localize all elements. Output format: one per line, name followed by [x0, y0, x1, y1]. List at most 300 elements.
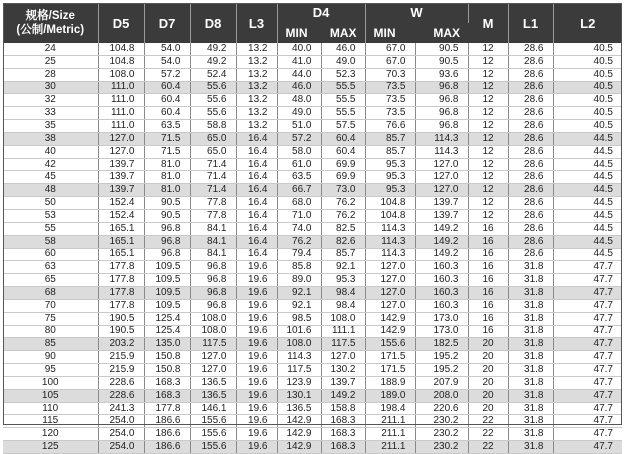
cell-w-max: 160.3 — [415, 299, 468, 312]
cell-w-min: 95.3 — [365, 158, 415, 171]
cell-l3: 13.2 — [236, 68, 277, 81]
cell-d7: 96.8 — [144, 248, 190, 261]
cell-d4-max: 76.2 — [321, 197, 365, 210]
cell-d4-min: 85.8 — [277, 261, 321, 274]
cell-m: 20 — [468, 376, 508, 389]
cell-l1: 28.6 — [508, 145, 553, 158]
cell-m: 12 — [468, 132, 508, 145]
header-d4: D4 — [277, 3, 365, 23]
cell-size: 70 — [3, 299, 98, 312]
header-m: M — [468, 3, 508, 43]
header-d8: D8 — [190, 3, 236, 43]
header-d4-max: MAX — [321, 23, 365, 43]
cell-d5: 111.0 — [98, 81, 144, 94]
cell-d8: 84.1 — [190, 248, 236, 261]
cell-size: 45 — [3, 171, 98, 184]
cell-w-max: 149.2 — [415, 235, 468, 248]
header-w-min: MIN — [365, 23, 415, 43]
cell-l1: 31.8 — [508, 389, 553, 402]
cell-size: 90 — [3, 351, 98, 364]
cell-d4-min: 142.9 — [277, 441, 321, 454]
table-row — [3, 184, 622, 197]
cell-d8: 55.6 — [190, 81, 236, 94]
cell-l1: 31.8 — [508, 428, 553, 441]
cell-d8: 146.1 — [190, 402, 236, 415]
cell-d5: 165.1 — [98, 248, 144, 261]
cell-size: 125 — [3, 441, 98, 454]
cell-size: 85 — [3, 338, 98, 351]
cell-d8: 117.5 — [190, 338, 236, 351]
cell-l2: 40.5 — [553, 107, 622, 120]
cell-w-max: 90.5 — [415, 43, 468, 55]
cell-w-min: 127.0 — [365, 299, 415, 312]
cell-d5: 215.9 — [98, 364, 144, 377]
cell-l2: 47.7 — [553, 261, 622, 274]
cell-d4-min: 51.0 — [277, 120, 321, 133]
cell-d7: 135.0 — [144, 338, 190, 351]
cell-l2: 40.5 — [553, 94, 622, 107]
cell-m: 12 — [468, 184, 508, 197]
cell-w-max: 207.9 — [415, 376, 468, 389]
cell-d4-min: 101.6 — [277, 325, 321, 338]
cell-d7: 60.4 — [144, 81, 190, 94]
cell-d4-min: 98.5 — [277, 312, 321, 325]
cell-w-max: 96.8 — [415, 94, 468, 107]
cell-w-min: 188.9 — [365, 376, 415, 389]
cell-w-min: 171.5 — [365, 351, 415, 364]
cell-l2: 44.5 — [553, 145, 622, 158]
cell-m: 20 — [468, 351, 508, 364]
cell-d4-max: 57.5 — [321, 120, 365, 133]
cell-d4-min: 49.0 — [277, 107, 321, 120]
cell-d4-min: 136.5 — [277, 402, 321, 415]
cell-d4-max: 46.0 — [321, 43, 365, 55]
cell-size: 38 — [3, 132, 98, 145]
cell-l1: 28.6 — [508, 209, 553, 222]
cell-l2: 47.7 — [553, 364, 622, 377]
table-row — [3, 145, 622, 158]
cell-d7: 96.8 — [144, 222, 190, 235]
cell-l2: 40.5 — [553, 55, 622, 68]
cell-d5: 139.7 — [98, 158, 144, 171]
cell-size: 25 — [3, 55, 98, 68]
table-row — [3, 55, 622, 68]
cell-l2: 44.5 — [553, 222, 622, 235]
cell-l3: 16.4 — [236, 145, 277, 158]
table-row — [3, 171, 622, 184]
cell-d4-max: 130.2 — [321, 364, 365, 377]
cell-d8: 49.2 — [190, 43, 236, 55]
cell-size: 50 — [3, 197, 98, 210]
cell-l3: 16.4 — [236, 197, 277, 210]
cell-w-min: 211.1 — [365, 415, 415, 428]
header-l3: L3 — [236, 3, 277, 43]
cell-d8: 127.0 — [190, 351, 236, 364]
cell-d4-min: 117.5 — [277, 364, 321, 377]
cell-d8: 127.0 — [190, 364, 236, 377]
cell-d4-min: 40.0 — [277, 43, 321, 55]
table-row — [3, 68, 622, 81]
cell-m: 20 — [468, 389, 508, 402]
table-row — [3, 364, 622, 377]
cell-size: 30 — [3, 81, 98, 94]
cell-m: 16 — [468, 235, 508, 248]
table-row — [3, 222, 622, 235]
cell-w-max: 230.2 — [415, 415, 468, 428]
cell-m: 20 — [468, 402, 508, 415]
cell-size: 32 — [3, 94, 98, 107]
cell-w-max: 230.2 — [415, 428, 468, 441]
cell-l3: 13.2 — [236, 120, 277, 133]
cell-w-max: 93.6 — [415, 68, 468, 81]
cell-d5: 228.6 — [98, 389, 144, 402]
cell-w-min: 85.7 — [365, 132, 415, 145]
cell-size: 95 — [3, 364, 98, 377]
cell-m: 12 — [468, 145, 508, 158]
cell-d4-max: 98.4 — [321, 287, 365, 300]
cell-w-max: 114.3 — [415, 145, 468, 158]
cell-d4-max: 82.5 — [321, 222, 365, 235]
cell-w-min: 67.0 — [365, 55, 415, 68]
cell-d4-max: 69.9 — [321, 158, 365, 171]
cell-d4-max: 95.3 — [321, 274, 365, 287]
cell-d7: 109.5 — [144, 261, 190, 274]
cell-l1: 28.6 — [508, 55, 553, 68]
cell-d5: 190.5 — [98, 312, 144, 325]
cell-d5: 104.8 — [98, 43, 144, 55]
cell-l2: 47.7 — [553, 402, 622, 415]
cell-size: 24 — [3, 43, 98, 55]
cell-m: 20 — [468, 338, 508, 351]
cell-d5: 111.0 — [98, 120, 144, 133]
cell-l3: 16.4 — [236, 235, 277, 248]
cell-d8: 155.6 — [190, 428, 236, 441]
cell-w-min: 155.6 — [365, 338, 415, 351]
cell-m: 12 — [468, 81, 508, 94]
cell-d5: 241.3 — [98, 402, 144, 415]
cell-d7: 96.8 — [144, 235, 190, 248]
cell-d7: 54.0 — [144, 43, 190, 55]
table-row — [3, 338, 622, 351]
cell-l2: 44.5 — [553, 158, 622, 171]
cell-d4-min: 89.0 — [277, 274, 321, 287]
cell-d5: 139.7 — [98, 171, 144, 184]
cell-d5: 165.1 — [98, 235, 144, 248]
cell-w-max: 114.3 — [415, 132, 468, 145]
table-row — [3, 261, 622, 274]
cell-w-max: 127.0 — [415, 184, 468, 197]
cell-l3: 19.6 — [236, 312, 277, 325]
cell-d4-min: 92.1 — [277, 287, 321, 300]
cell-d7: 150.8 — [144, 351, 190, 364]
cell-l2: 47.7 — [553, 325, 622, 338]
cell-l3: 19.6 — [236, 325, 277, 338]
cell-d5: 139.7 — [98, 184, 144, 197]
cell-d7: 57.2 — [144, 68, 190, 81]
cell-d5: 108.0 — [98, 68, 144, 81]
cell-d4-min: 142.9 — [277, 415, 321, 428]
cell-l3: 16.4 — [236, 132, 277, 145]
cell-d4-max: 98.4 — [321, 299, 365, 312]
cell-w-min: 171.5 — [365, 364, 415, 377]
table-row — [3, 248, 622, 261]
cell-d4-max: 60.4 — [321, 132, 365, 145]
table-row — [3, 428, 622, 441]
cell-d4-min: 123.9 — [277, 376, 321, 389]
cell-l3: 13.2 — [236, 43, 277, 55]
cell-d5: 177.8 — [98, 299, 144, 312]
cell-d8: 155.6 — [190, 441, 236, 454]
cell-m: 16 — [468, 274, 508, 287]
cell-w-max: 139.7 — [415, 197, 468, 210]
cell-l1: 28.6 — [508, 94, 553, 107]
cell-d4-max: 168.3 — [321, 428, 365, 441]
cell-d7: 71.5 — [144, 132, 190, 145]
cell-d7: 81.0 — [144, 184, 190, 197]
cell-l1: 31.8 — [508, 376, 553, 389]
cell-d5: 215.9 — [98, 351, 144, 364]
cell-d8: 108.0 — [190, 325, 236, 338]
cell-d7: 81.0 — [144, 171, 190, 184]
cell-w-min: 114.3 — [365, 248, 415, 261]
cell-l1: 31.8 — [508, 351, 553, 364]
cell-d5: 254.0 — [98, 415, 144, 428]
cell-l3: 16.4 — [236, 171, 277, 184]
cell-l1: 28.6 — [508, 197, 553, 210]
cell-d7: 63.5 — [144, 120, 190, 133]
cell-l3: 13.2 — [236, 55, 277, 68]
cell-w-max: 96.8 — [415, 81, 468, 94]
cell-l3: 19.6 — [236, 261, 277, 274]
cell-w-max: 90.5 — [415, 55, 468, 68]
cell-d4-min: 61.0 — [277, 158, 321, 171]
cell-d8: 52.4 — [190, 68, 236, 81]
cell-size: 115 — [3, 415, 98, 428]
cell-l3: 16.4 — [236, 184, 277, 197]
cell-l2: 40.5 — [553, 120, 622, 133]
cell-d5: 104.8 — [98, 55, 144, 68]
cell-l2: 47.7 — [553, 287, 622, 300]
table-row — [3, 351, 622, 364]
cell-d4-min: 130.1 — [277, 389, 321, 402]
cell-l2: 47.7 — [553, 299, 622, 312]
cell-d5: 254.0 — [98, 441, 144, 454]
cell-d7: 125.4 — [144, 325, 190, 338]
cell-m: 16 — [468, 222, 508, 235]
cell-l1: 28.6 — [508, 222, 553, 235]
cell-l2: 47.7 — [553, 376, 622, 389]
cell-w-min: 73.5 — [365, 107, 415, 120]
cell-w-min: 142.9 — [365, 325, 415, 338]
header-d7: D7 — [144, 3, 190, 43]
cell-w-max: 230.2 — [415, 441, 468, 454]
cell-m: 12 — [468, 171, 508, 184]
cell-w-min: 211.1 — [365, 441, 415, 454]
cell-d4-min: 71.0 — [277, 209, 321, 222]
cell-d7: 150.8 — [144, 364, 190, 377]
cell-l1: 31.8 — [508, 312, 553, 325]
cell-l2: 47.7 — [553, 428, 622, 441]
cell-l3: 19.6 — [236, 402, 277, 415]
cell-d8: 77.8 — [190, 197, 236, 210]
cell-d8: 65.0 — [190, 132, 236, 145]
cell-d8: 96.8 — [190, 287, 236, 300]
header-w: W — [365, 3, 468, 23]
cell-d4-min: 48.0 — [277, 94, 321, 107]
cell-l3: 13.2 — [236, 107, 277, 120]
cell-d7: 125.4 — [144, 312, 190, 325]
cell-d8: 96.8 — [190, 299, 236, 312]
cell-l3: 16.4 — [236, 248, 277, 261]
cell-l1: 28.6 — [508, 248, 553, 261]
table-row — [3, 325, 622, 338]
cell-d8: 55.6 — [190, 107, 236, 120]
cell-l1: 28.6 — [508, 107, 553, 120]
cell-m: 16 — [468, 299, 508, 312]
cell-m: 20 — [468, 364, 508, 377]
cell-d4-max: 82.6 — [321, 235, 365, 248]
cell-l2: 47.7 — [553, 351, 622, 364]
cell-w-max: 149.2 — [415, 248, 468, 261]
cell-d8: 155.6 — [190, 415, 236, 428]
cell-w-min: 114.3 — [365, 222, 415, 235]
cell-w-min: 127.0 — [365, 274, 415, 287]
cell-w-min: 85.7 — [365, 145, 415, 158]
cell-l1: 31.8 — [508, 325, 553, 338]
cell-d7: 109.5 — [144, 287, 190, 300]
cell-d8: 136.5 — [190, 376, 236, 389]
cell-l2: 47.7 — [553, 312, 622, 325]
cell-d4-min: 92.1 — [277, 299, 321, 312]
cell-w-max: 139.7 — [415, 209, 468, 222]
cell-d5: 177.8 — [98, 287, 144, 300]
cell-d4-max: 55.5 — [321, 94, 365, 107]
cell-w-min: 70.3 — [365, 68, 415, 81]
spec-table-container — [3, 3, 622, 454]
cell-d5: 127.0 — [98, 132, 144, 145]
cell-d5: 177.8 — [98, 274, 144, 287]
table-row — [3, 197, 622, 210]
cell-size: 100 — [3, 376, 98, 389]
cell-l1: 31.8 — [508, 261, 553, 274]
cell-size: 105 — [3, 389, 98, 402]
table-row — [3, 94, 622, 107]
cell-m: 16 — [468, 248, 508, 261]
cell-size: 75 — [3, 312, 98, 325]
cell-m: 12 — [468, 43, 508, 55]
cell-m: 12 — [468, 94, 508, 107]
cell-d7: 168.3 — [144, 376, 190, 389]
table-row — [3, 376, 622, 389]
cell-l1: 31.8 — [508, 274, 553, 287]
cell-d4-max: 168.3 — [321, 441, 365, 454]
cell-l3: 16.4 — [236, 222, 277, 235]
cell-d5: 152.4 — [98, 197, 144, 210]
cell-w-min: 114.3 — [365, 235, 415, 248]
cell-l2: 40.5 — [553, 43, 622, 55]
cell-m: 16 — [468, 287, 508, 300]
cell-l3: 19.6 — [236, 299, 277, 312]
cell-l3: 16.4 — [236, 209, 277, 222]
cell-d5: 228.6 — [98, 376, 144, 389]
cell-w-max: 195.2 — [415, 351, 468, 364]
cell-size: 60 — [3, 248, 98, 261]
cell-w-min: 189.0 — [365, 389, 415, 402]
cell-d8: 65.0 — [190, 145, 236, 158]
cell-l1: 31.8 — [508, 287, 553, 300]
cell-m: 12 — [468, 68, 508, 81]
cell-w-min: 211.1 — [365, 428, 415, 441]
table-row — [3, 312, 622, 325]
cell-l3: 19.6 — [236, 351, 277, 364]
cell-l3: 19.6 — [236, 287, 277, 300]
table-row — [3, 132, 622, 145]
cell-d4-max: 52.3 — [321, 68, 365, 81]
header-w-max: MAX — [415, 23, 468, 43]
cell-l1: 28.6 — [508, 235, 553, 248]
cell-d8: 108.0 — [190, 312, 236, 325]
cell-w-max: 127.0 — [415, 171, 468, 184]
cell-size: 80 — [3, 325, 98, 338]
cell-m: 16 — [468, 261, 508, 274]
cell-l1: 31.8 — [508, 441, 553, 454]
cell-l3: 19.6 — [236, 338, 277, 351]
cell-d4-max: 92.1 — [321, 261, 365, 274]
cell-d7: 186.6 — [144, 428, 190, 441]
cell-l1: 31.8 — [508, 364, 553, 377]
cell-l2: 47.7 — [553, 274, 622, 287]
cell-d4-min: 66.7 — [277, 184, 321, 197]
table-row — [3, 158, 622, 171]
cell-w-max: 208.0 — [415, 389, 468, 402]
cell-w-max: 96.8 — [415, 120, 468, 133]
cell-d7: 90.5 — [144, 209, 190, 222]
cell-w-min: 73.5 — [365, 81, 415, 94]
cell-m: 22 — [468, 441, 508, 454]
cell-d7: 186.6 — [144, 415, 190, 428]
cell-d4-max: 158.8 — [321, 402, 365, 415]
cell-m: 12 — [468, 120, 508, 133]
cell-d4-min: 79.4 — [277, 248, 321, 261]
cell-w-min: 95.3 — [365, 171, 415, 184]
cell-d8: 96.8 — [190, 261, 236, 274]
cell-d4-min: 63.5 — [277, 171, 321, 184]
cell-l1: 31.8 — [508, 338, 553, 351]
cell-size: 35 — [3, 120, 98, 133]
cell-w-max: 173.0 — [415, 325, 468, 338]
cell-w-min: 76.6 — [365, 120, 415, 133]
cell-l3: 19.6 — [236, 389, 277, 402]
cell-d4-max: 49.0 — [321, 55, 365, 68]
cell-m: 12 — [468, 209, 508, 222]
table-row — [3, 209, 622, 222]
cell-d4-max: 168.3 — [321, 415, 365, 428]
cell-d7: 60.4 — [144, 107, 190, 120]
cell-d7: 81.0 — [144, 158, 190, 171]
cell-d7: 109.5 — [144, 299, 190, 312]
cell-size: 48 — [3, 184, 98, 197]
cell-d4-max: 60.4 — [321, 145, 365, 158]
cell-d4-min: 41.0 — [277, 55, 321, 68]
cell-size: 33 — [3, 107, 98, 120]
cell-m: 16 — [468, 325, 508, 338]
cell-m: 12 — [468, 55, 508, 68]
cell-d5: 254.0 — [98, 428, 144, 441]
cell-l3: 19.6 — [236, 428, 277, 441]
cell-d7: 71.5 — [144, 145, 190, 158]
table-row — [3, 299, 622, 312]
header-l2: L2 — [553, 3, 622, 43]
